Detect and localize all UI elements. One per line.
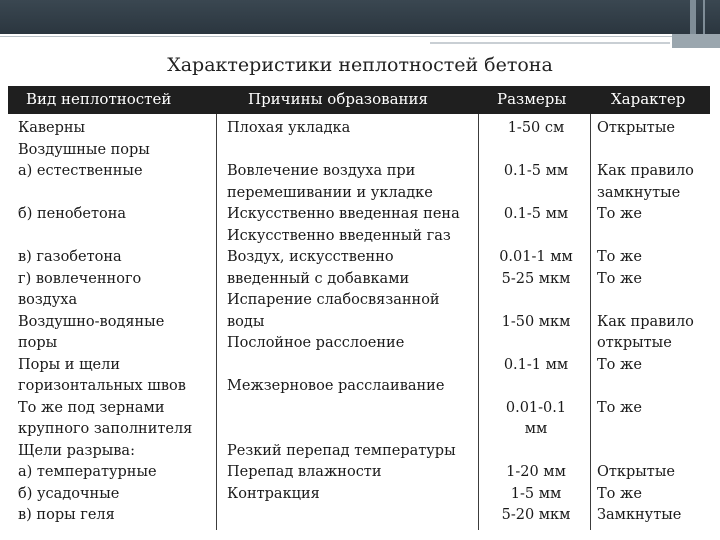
cell-line	[227, 398, 460, 420]
cell-line	[482, 441, 590, 463]
cell-line: в) газобетона	[18, 249, 122, 265]
cell-line: открытые	[597, 335, 672, 351]
cell-line: Межзерновое расслаивание	[227, 378, 445, 394]
cell-line	[482, 183, 590, 205]
column-divider	[590, 114, 591, 530]
cell-line	[597, 419, 694, 441]
header-character: Характер	[611, 90, 686, 108]
cell-line: То же	[597, 249, 642, 265]
cell-line	[597, 376, 694, 398]
cell-line: То же под зернами	[18, 399, 165, 416]
cell-line: 1-50 см	[507, 120, 565, 136]
cell-line	[597, 226, 694, 248]
cell-line: поры	[18, 335, 58, 351]
cell-line: Каверны	[18, 120, 86, 136]
cell-line: 1-50 мкм	[501, 313, 571, 330]
cell-line	[597, 290, 694, 312]
cell-line: Воздушные поры	[18, 141, 150, 158]
cell-line	[227, 140, 460, 162]
cell-line: горизонтальных швов	[18, 378, 186, 394]
cell-line	[597, 140, 694, 162]
cell-line: Испарение слабосвязанной	[227, 292, 440, 308]
cell-line: Контракция	[227, 485, 320, 502]
column-types	[18, 118, 192, 527]
cell-line: 5-25 мкм	[501, 270, 571, 287]
cell-line	[482, 140, 590, 162]
cell-line	[18, 183, 192, 205]
cell-line: Воздух, искусственно	[227, 249, 394, 265]
cell-line: б) усадочные	[18, 485, 120, 502]
cell-line: То же	[597, 485, 642, 502]
cell-line: крупного заполнителя	[18, 421, 193, 437]
cell-line: а) естественные	[18, 163, 143, 179]
column-causes	[227, 118, 460, 527]
decor-line	[430, 42, 670, 44]
cell-line: Воздушно-водяные	[18, 313, 165, 330]
cell-line: То же	[597, 270, 642, 287]
cell-line: То же	[597, 356, 642, 373]
cell-line: воздуха	[18, 292, 78, 308]
column-character	[597, 118, 694, 527]
cell-line	[227, 505, 460, 527]
slide-title: Характеристики неплотностей бетона	[167, 54, 553, 76]
slide-top-bar	[0, 0, 720, 34]
decor-block	[672, 34, 720, 48]
cell-line: Замкнутые	[597, 507, 682, 523]
cell-line	[597, 441, 694, 463]
cell-line: Вовлечение воздуха при	[227, 163, 416, 179]
cell-line: б) пенобетона	[18, 206, 127, 222]
decor-line	[0, 36, 720, 37]
cell-line: 0.01-1 мм	[499, 249, 573, 265]
cell-line: замкнутые	[597, 184, 681, 201]
cell-line	[482, 376, 590, 398]
cell-line: 1-5 мм	[510, 485, 562, 502]
cell-line	[227, 419, 460, 441]
cell-line: Как правило	[597, 163, 694, 179]
column-divider	[216, 114, 217, 530]
cell-line: г) вовлеченного	[18, 270, 142, 287]
cell-line	[227, 355, 460, 377]
header-causes: Причины образования	[248, 90, 428, 108]
cell-line	[18, 226, 192, 248]
cell-line: воды	[227, 313, 265, 330]
cell-line: Искусственно введенный газ	[227, 227, 451, 244]
cell-line: Поры и щели	[18, 356, 121, 373]
header-type: Вид неплотностей	[26, 90, 172, 108]
cell-line: То же	[597, 399, 642, 416]
cell-line: 0.1-5 мм	[503, 163, 569, 179]
decor-bar	[690, 0, 696, 34]
cell-line: мм	[524, 421, 548, 437]
cell-line: Послойное расслоение	[227, 335, 405, 351]
cell-line	[482, 290, 590, 312]
cell-line: 1-20 мм	[506, 464, 566, 480]
table-header	[8, 86, 710, 114]
cell-line	[482, 226, 590, 248]
cell-line: Искусственно введенная пена	[227, 206, 460, 222]
cell-line: 0.1-5 мм	[503, 206, 569, 222]
cell-line: перемешивании и укладке	[227, 184, 433, 201]
header-sizes: Размеры	[497, 90, 567, 108]
cell-line: Перепад влажности	[227, 464, 382, 480]
cell-line: в) поры геля	[18, 507, 115, 523]
cell-line: Открытые	[597, 464, 675, 480]
decor-lines	[0, 34, 720, 50]
cell-line: 0.1-1 мм	[503, 356, 569, 373]
decor-bar	[703, 0, 705, 34]
cell-line: Щели разрыва:	[18, 442, 135, 459]
cell-line	[482, 333, 590, 355]
cell-line: То же	[597, 206, 642, 222]
cell-line: Открытые	[597, 120, 675, 136]
cell-line: а) температурные	[18, 464, 157, 480]
cell-line: введенный с добавками	[227, 270, 410, 287]
cell-line: 0.01-0.1	[505, 399, 567, 416]
cell-line: Как правило	[597, 313, 694, 330]
cell-line: 5-20 мкм	[501, 507, 571, 523]
column-divider	[478, 114, 479, 530]
column-sizes	[482, 118, 590, 527]
cell-line: Плохая укладка	[227, 120, 351, 136]
cell-line: Резкий перепад температуры	[227, 442, 456, 459]
